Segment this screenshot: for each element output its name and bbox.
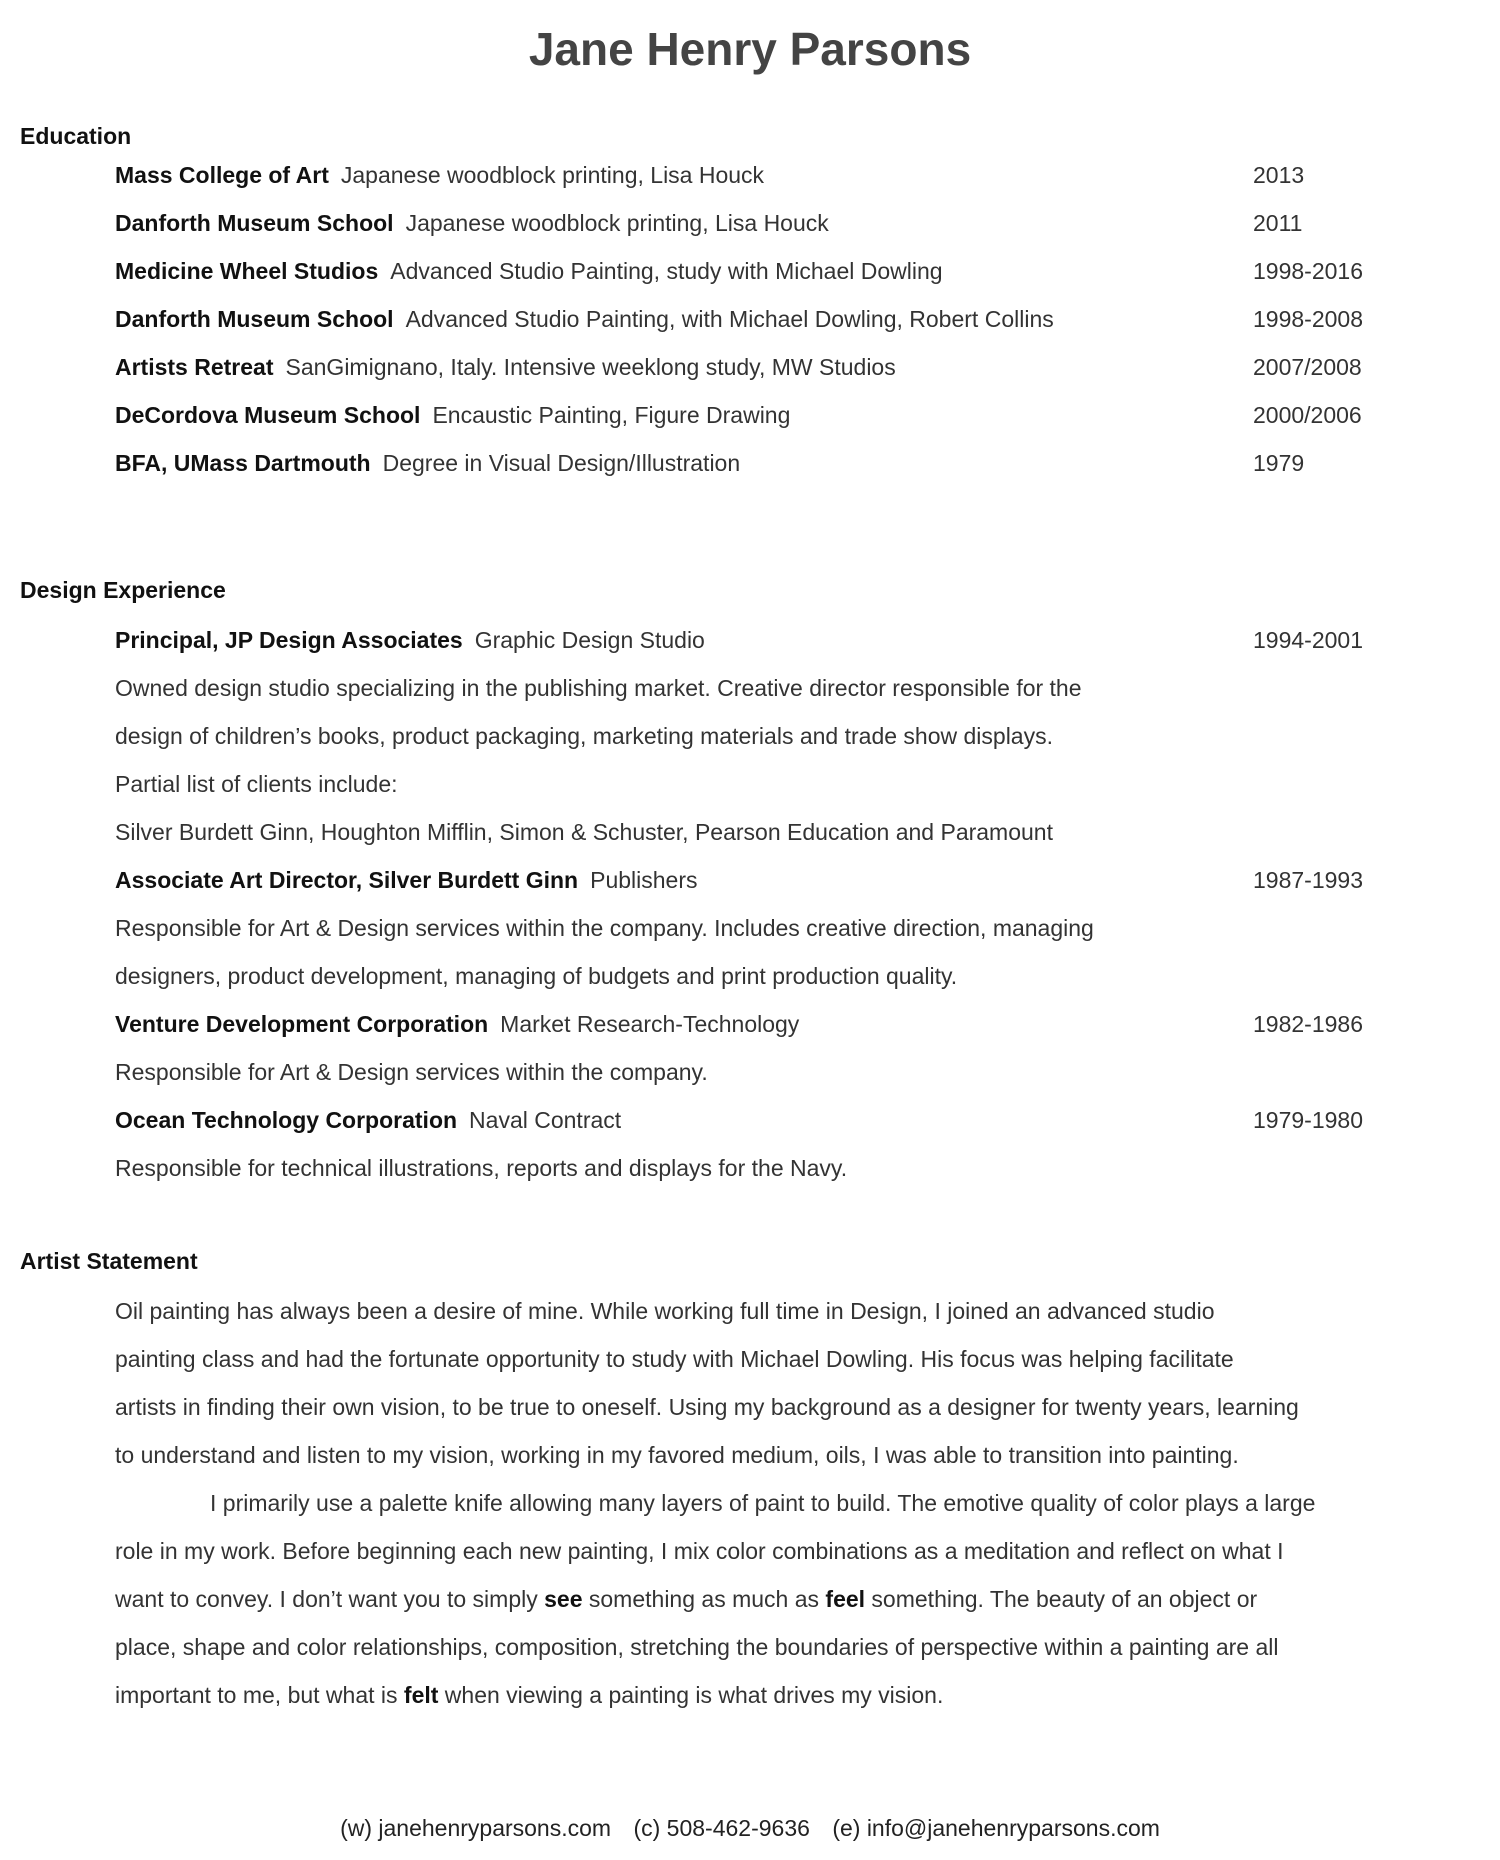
statement-line: place, shape and color relationships, composition, stretching the boundaries of perspective within a painting are all <box>115 1634 1279 1660</box>
education-heading: Education <box>20 123 132 149</box>
education-institution: Mass College of Art <box>115 162 329 188</box>
education-description: Encaustic Painting, Figure Drawing <box>432 402 791 428</box>
education-year: 2013 <box>1253 162 1305 188</box>
job-header <box>115 622 1415 658</box>
statement-text: important to me, but what is <box>115 1682 404 1708</box>
statement-line <box>115 1677 1395 1713</box>
job-title: Principal, JP Design Associates <box>115 627 463 653</box>
education-year: 1979 <box>1253 450 1305 476</box>
job-detail: Responsible for technical illustrations, reports and displays for the Navy. <box>115 1155 848 1181</box>
job-detail: Partial list of clients include: <box>115 771 398 797</box>
education-institution: Artists Retreat <box>115 354 274 380</box>
education-description: Japanese woodblock printing, Lisa Houck <box>405 210 829 236</box>
emphasis-felt: felt <box>403 1682 439 1708</box>
education-description: Japanese woodblock printing, Lisa Houck <box>340 162 765 188</box>
statement-text: when viewing a painting is what drives my vision. <box>438 1682 944 1708</box>
education-description: Advanced Studio Painting, with Michael Dowling, Robert Collins <box>405 306 1054 332</box>
job-year: 1987-1993 <box>1253 867 1363 893</box>
contact-footer <box>0 1815 1500 1842</box>
job-detail: Responsible for Art & Design services within the company. <box>115 1059 708 1085</box>
statement-line: role in my work. Before beginning each new painting, I mix color combinations as a meditation and reflect on what I <box>115 1538 1284 1564</box>
education-description: Advanced Studio Painting, study with Michael Dowling <box>390 258 943 284</box>
job-header <box>115 862 1415 898</box>
job-year: 1979-1980 <box>1253 1107 1363 1133</box>
emphasis-feel: feel <box>825 1586 866 1612</box>
job-description: Graphic Design Studio <box>474 627 705 653</box>
email-link[interactable]: (e) info@janehenryparsons.com <box>832 1815 1160 1841</box>
job-title: Ocean Technology Corporation <box>115 1107 458 1133</box>
education-institution: Danforth Museum School <box>115 306 394 332</box>
education-item <box>115 445 1415 481</box>
statement-line: Oil painting has always been a desire of mine. While working full time in Design, I joined an advanced studio <box>115 1298 1215 1324</box>
education-item <box>115 253 1415 289</box>
job-title: Associate Art Director, Silver Burdett Ginn <box>115 867 579 893</box>
education-description: Degree in Visual Design/Illustration <box>382 450 741 476</box>
education-item <box>115 301 1415 337</box>
education-institution: Medicine Wheel Studios <box>115 258 379 284</box>
job-description: Market Research-Technology <box>500 1011 800 1037</box>
job-year: 1982-1986 <box>1253 1011 1363 1037</box>
job-detail: design of children’s books, product packaging, marketing materials and trade show displays. <box>115 723 1053 749</box>
job-detail: designers, product development, managing of budgets and print production quality. <box>115 963 958 989</box>
education-year: 2000/2006 <box>1253 402 1362 428</box>
emphasis-see: see <box>544 1586 583 1612</box>
statement-text: something as much as <box>582 1586 826 1612</box>
education-year: 2011 <box>1253 210 1303 236</box>
statement-line <box>115 1485 1395 1521</box>
statement-line: artists in finding their own vision, to be true to oneself. Using my background as a designer for twenty years, learning <box>115 1394 1299 1420</box>
education-year: 1998-2008 <box>1253 306 1363 332</box>
job-detail: Silver Burdett Ginn, Houghton Mifflin, Simon & Schuster, Pearson Education and Paramount <box>115 819 1053 845</box>
job-title: Venture Development Corporation <box>115 1011 489 1037</box>
statement-line <box>115 1581 1395 1617</box>
education-item <box>115 157 1415 193</box>
job-description: Publishers <box>590 867 698 893</box>
statement-text: I primarily use a palette knife allowing many layers of paint to build. The emotive quality of color plays a large <box>210 1490 1316 1516</box>
education-institution: Danforth Museum School <box>115 210 394 236</box>
education-item <box>115 205 1415 241</box>
job-header <box>115 1102 1415 1138</box>
job-description: Naval Contract <box>469 1107 622 1133</box>
job-header <box>115 1006 1415 1042</box>
phone-number: (c) 508-462-9636 <box>633 1815 810 1841</box>
education-description: SanGimignano, Italy. Intensive weeklong study, MW Studios <box>285 354 896 380</box>
website-link[interactable]: (w) janehenryparsons.com <box>340 1815 612 1841</box>
statement-line: to understand and listen to my vision, working in my favored medium, oils, I was able to transition into painting. <box>115 1442 1239 1468</box>
education-institution: DeCordova Museum School <box>115 402 421 428</box>
job-detail: Owned design studio specializing in the publishing market. Creative director responsible for the <box>115 675 1082 701</box>
education-year: 1998-2016 <box>1253 258 1363 284</box>
education-year: 2007/2008 <box>1253 354 1362 380</box>
education-item <box>115 397 1415 433</box>
job-year: 1994-2001 <box>1253 627 1363 653</box>
statement-line: painting class and had the fortunate opportunity to study with Michael Dowling. His focus was helping facilitate <box>115 1346 1234 1372</box>
job-detail: Responsible for Art & Design services within the company. Includes creative direction, managing <box>115 915 1094 941</box>
education-institution: BFA, UMass Dartmouth <box>115 450 371 476</box>
statement-heading: Artist Statement <box>20 1248 198 1274</box>
experience-heading: Design Experience <box>20 577 226 603</box>
statement-text: want to convey. I don’t want you to simply <box>115 1586 545 1612</box>
page-title: Jane Henry Parsons <box>528 23 972 75</box>
education-item <box>115 349 1415 385</box>
statement-text: something. The beauty of an object or <box>865 1586 1258 1612</box>
